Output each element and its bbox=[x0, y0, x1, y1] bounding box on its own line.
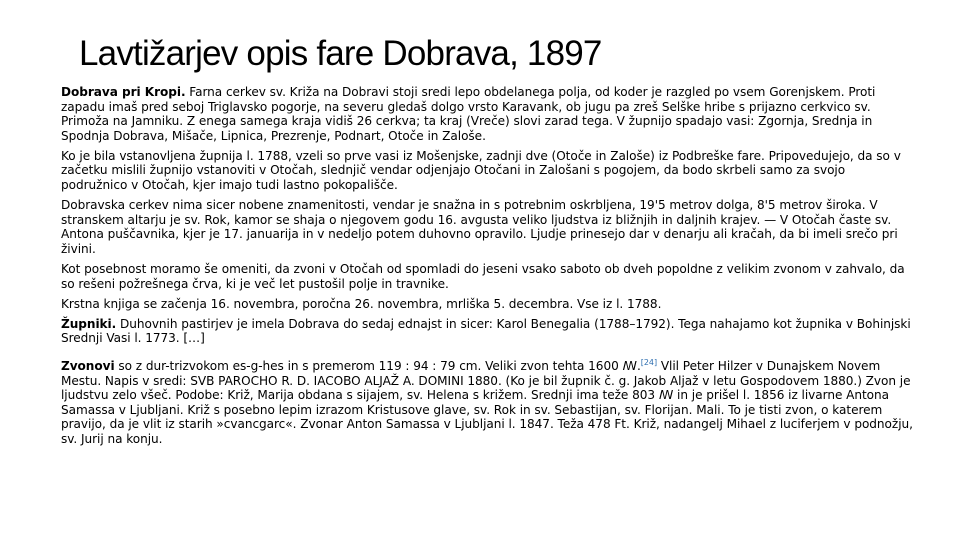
paragraph-lead: Župniki. bbox=[61, 316, 117, 331]
paragraph-bells bbox=[61, 359, 913, 447]
paragraph-lead: Zvonovi bbox=[61, 359, 115, 373]
paragraph-lead: Dobrava pri Kropi. bbox=[61, 85, 186, 99]
slide-title: Lavtižarjev opis fare Dobrava, 1897 bbox=[79, 34, 602, 73]
text-body bbox=[61, 85, 913, 452]
paragraph-registers bbox=[61, 297, 913, 312]
paragraph-text: Vlil Peter Hilzer v Dunajskem Novem Mestu. Napis v sredi: SVB PAROCHO R. D. IACOBO ALJAŽ A. DOMINI 1880. (Ko je bil župnik č. g. Jakob Aljaž v letu Gospodovem 1880.) Zvon je ljudstvu zelo všeč. Podobe: Križ, Marija obdana s sijajem, sv. Helena s križem. Srednji ima teže 803 ꟿ in je prišel l. 1856 iz livarne Antona Samassa v Ljubljani. Križ s posebno lepim izrazom Kristusove glave, sv. Rok in sv. Sebastijan, sv. Florijan. Mali. To je tisti zvon, o katerem pravijo, da je vlit iz starih »cvancgarc«. Zvonar Anton Samassa v Ljubljani l. 1847. Teža 478 Ft. Križ, nadangelj Mihael z luciferjem v podnožju, sv. Jurij na konju. bbox=[61, 359, 913, 446]
paragraph-parish-founding bbox=[61, 149, 913, 193]
paragraph-text: Farna cerkev sv. Križa na Dobravi stoji sredi lepo obdelanega polja, od koder je razgled po vsem Gorenjskem. Proti zapadu imaš pred seboj Triglavsko pogorje, na severu gledaš dolgo vrsto Karavank, ob jugu pa zreš Selške hribe s prijazno cerkvico sv. Primoža na Jamniku. Z enega samega kraja vidiš 26 cerkva; ta kraj (Vreče) slovi zarad tega. V župnijo spadajo vasi: Zgornja, Srednja in Spodnja Dobrava, Mišače, Lipnica, Prezrenje, Podnart, Otoče in Zalošе. bbox=[61, 85, 876, 143]
paragraph-text: so z dur-trizvokom es-g-hes in s premerom 119 : 94 : 79 cm. Veliki zvon tehta 1600 ꟿ. bbox=[114, 359, 641, 373]
paragraph-text: Ko je bila vstanovljena župnija l. 1788, vzeli so prve vasi iz Mošenjske, zadnji dve (Otoče in Zalošе) iz Podbreške fare. Pripovedujejo, da so v začetku mislili župnijo vstanoviti v Otočah, slednjič vendar odjenjajo Otočani in Zalošani s pogojem, da bodo skrbeli samo za svojo podružnico v Otočah, kjer imajo tudi lastno pokopališče. bbox=[61, 148, 901, 193]
paragraph-text: Krstna knjiga se začenja 16. novembra, poročna 26. novembra, mrliška 5. decembra. Vse iz l. 1788. bbox=[61, 296, 662, 311]
paragraph-church bbox=[61, 198, 913, 256]
paragraph-dobrava bbox=[61, 85, 913, 143]
paragraph-text: Kot posebnost moramo še omeniti, da zvoni v Otočah od spomladi do jeseni vsako saboto ob dveh popoldne z velikim zvonom v zahvalo, da so rešeni požrešnega črva, ki je več let pustošil polje in travnike. bbox=[61, 262, 905, 291]
reference-link[interactable]: [24] bbox=[640, 357, 658, 367]
paragraph-text: Dobravska cerkev nima sicer nobene znamenitosti, vendar je snažna in s potrebnim oskrbljena, 19'5 metrov dolga, 8'5 metrov široka. V stranskem altarju je sv. Rok, kamor se shaja o njegovem godu 16. avgusta veliko ljudstva iz bližnjih in daljnih krajev. — V Otočah časte sv. Antona puščavnika, kjer je 17. januarija in v nedeljo potem duhovno opravilo. Ljudje prinesejo dar v denarju ali kračah, da bi imeli srečo pri živini. bbox=[61, 198, 898, 256]
paragraph-bells-ringing bbox=[61, 262, 913, 291]
paragraph-priests bbox=[61, 317, 913, 346]
paragraph-text: Duhovnih pastirjev je imela Dobrava do sedaj ednajst in sicer: Karol Benegalia (1788–1792). Tega nahajamo kot župnika v Bohinjski Srednji Vasi l. 1773. […] bbox=[61, 316, 911, 346]
